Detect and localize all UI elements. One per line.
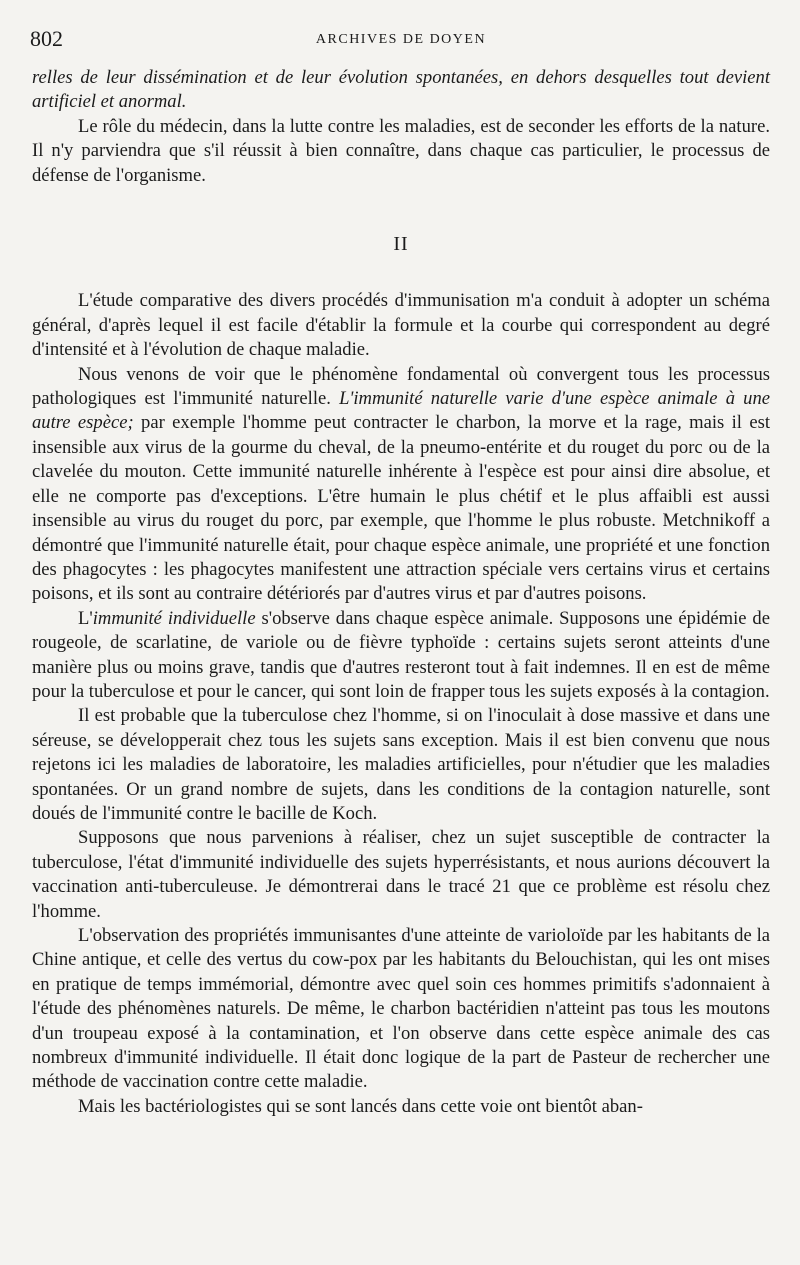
paragraph-6: L'observation des propriétés immunisantes d'une atteinte de varioloïde par les habitants de la Chine antique, et celle des vertus du cow-pox par les habitants du Belouchistan, qui les ont mises en pratique de temps immémorial, démontre avec quel soin ces hommes primitifs s'adonnaient à l'étude des phénomènes naturels. De même, le charbon bactéridien n'atteint pas tous les moutons d'un troupeau exposé à la contamination, et l'on observe dans cette espèce animale des cas nombreux d'immunité individuelle. Il était donc logique de la part de Pasteur de rechercher une méthode de vaccination contre cette maladie. — [32, 925, 770, 1093]
paragraph-3 — [32, 607, 770, 705]
paragraph-2 — [32, 363, 770, 607]
text-run: s'observe dans chaque espèce animale. Supposons une épidémie de rougeole, de scarlatine, de variole ou de fièvre typhoïde : certains sujets seront atteints d'une manière plus ou moins grave, tandis que d'autres resteront tout à fait indemnes. Il en est de même pour la tuberculose et pour le cancer, qui sont loin de frapper tous les sujets exposés à la contagion. — [32, 607, 770, 702]
paragraph-5: Supposons que nous parvenions à réaliser, chez un sujet susceptible de contracter la tuberculose, l'état d'immunité individuelle des sujets hyperrésistants, et nous aurions découvert la vaccination anti-tuberculeuse. Je démontrerai dans le tracé 21 que ce problème est résolu chez l'homme. — [32, 827, 770, 922]
running-head: ARCHIVES DE DOYEN — [315, 32, 487, 47]
italic-text: relles de leur dissémination et de leur évolution spontanées, en dehors desquelles tout devient artificiel et anormal. — [32, 67, 770, 113]
paragraph-7: Mais les bactériologistes qui se sont lancés dans cette voie ont bientôt aban- — [78, 1095, 643, 1117]
page-number: 802 — [30, 26, 63, 51]
text-run: par exemple l'homme peut contracter le charbon, la morve et la rage, mais il est insensible aux virus de la gourme du cheval, de la pneumo-entérite et du rouget du porc ou de la clavelée du mouton. Cette immunité naturelle inhérente à l'espèce est pour ainsi dire absolue, et elle ne comporte pas d'exceptions. L'être humain le plus chétif et le plus affaibli est aussi insensible au virus du rouget du porc, par exemple, que l'homme le plus robuste. Metchnikoff a démontré que l'immunité naturelle était, pour chaque espèce animale, une propriété et une fonction des phagocytes : les phagocytes manifestent une attraction spéciale vers certains virus et certains poisons, et ils sont au contraire détériorés par d'autres virus et par d'autres poisons. — [32, 412, 770, 605]
section-heading: II — [393, 233, 409, 256]
paragraph-role-medecin: Le rôle du médecin, dans la lutte contre les maladies, est de seconder les efforts de la nature. Il n'y parviendra que s'il réussit à bien connaître, dans chaque cas particulier, le processus de défense de l'organisme. — [32, 115, 770, 186]
paragraph-1: L'étude comparative des divers procédés d'immunisation m'a conduit à adopter un schéma général, d'après lequel il est facile d'établir la formule et la courbe qui correspondent au degré d'intensité et à l'évolution de chaque maladie. — [32, 290, 770, 361]
text-run: L' — [78, 607, 93, 629]
page-header — [30, 26, 772, 56]
italic-text: L'immunité naturelle varie d'une espèce animale à une autre espèce; — [32, 388, 770, 434]
page-body — [32, 66, 770, 1119]
italic-text: immunité individuelle — [92, 607, 256, 629]
text-run: Nous venons de voir que le phénomène fondamental où convergent tous les processus pathologiques est l'immunité naturelle. — [32, 363, 770, 410]
paragraph-continuation — [32, 66, 770, 115]
paragraph-4: Il est probable que la tuberculose chez l'homme, si on l'inoculait à dose massive et dans une séreuse, se développerait chez tous les sujets sans exception. Mais il est bien convenu que nous rejetons ici les maladies de laboratoire, les maladies artificielles, pour n'étudier que les maladies spontanées. Or un grand nombre de sujets, dans les conditions de la contagion naturelle, sont doués de l'immunité contre le bacille de Koch. — [32, 705, 770, 824]
